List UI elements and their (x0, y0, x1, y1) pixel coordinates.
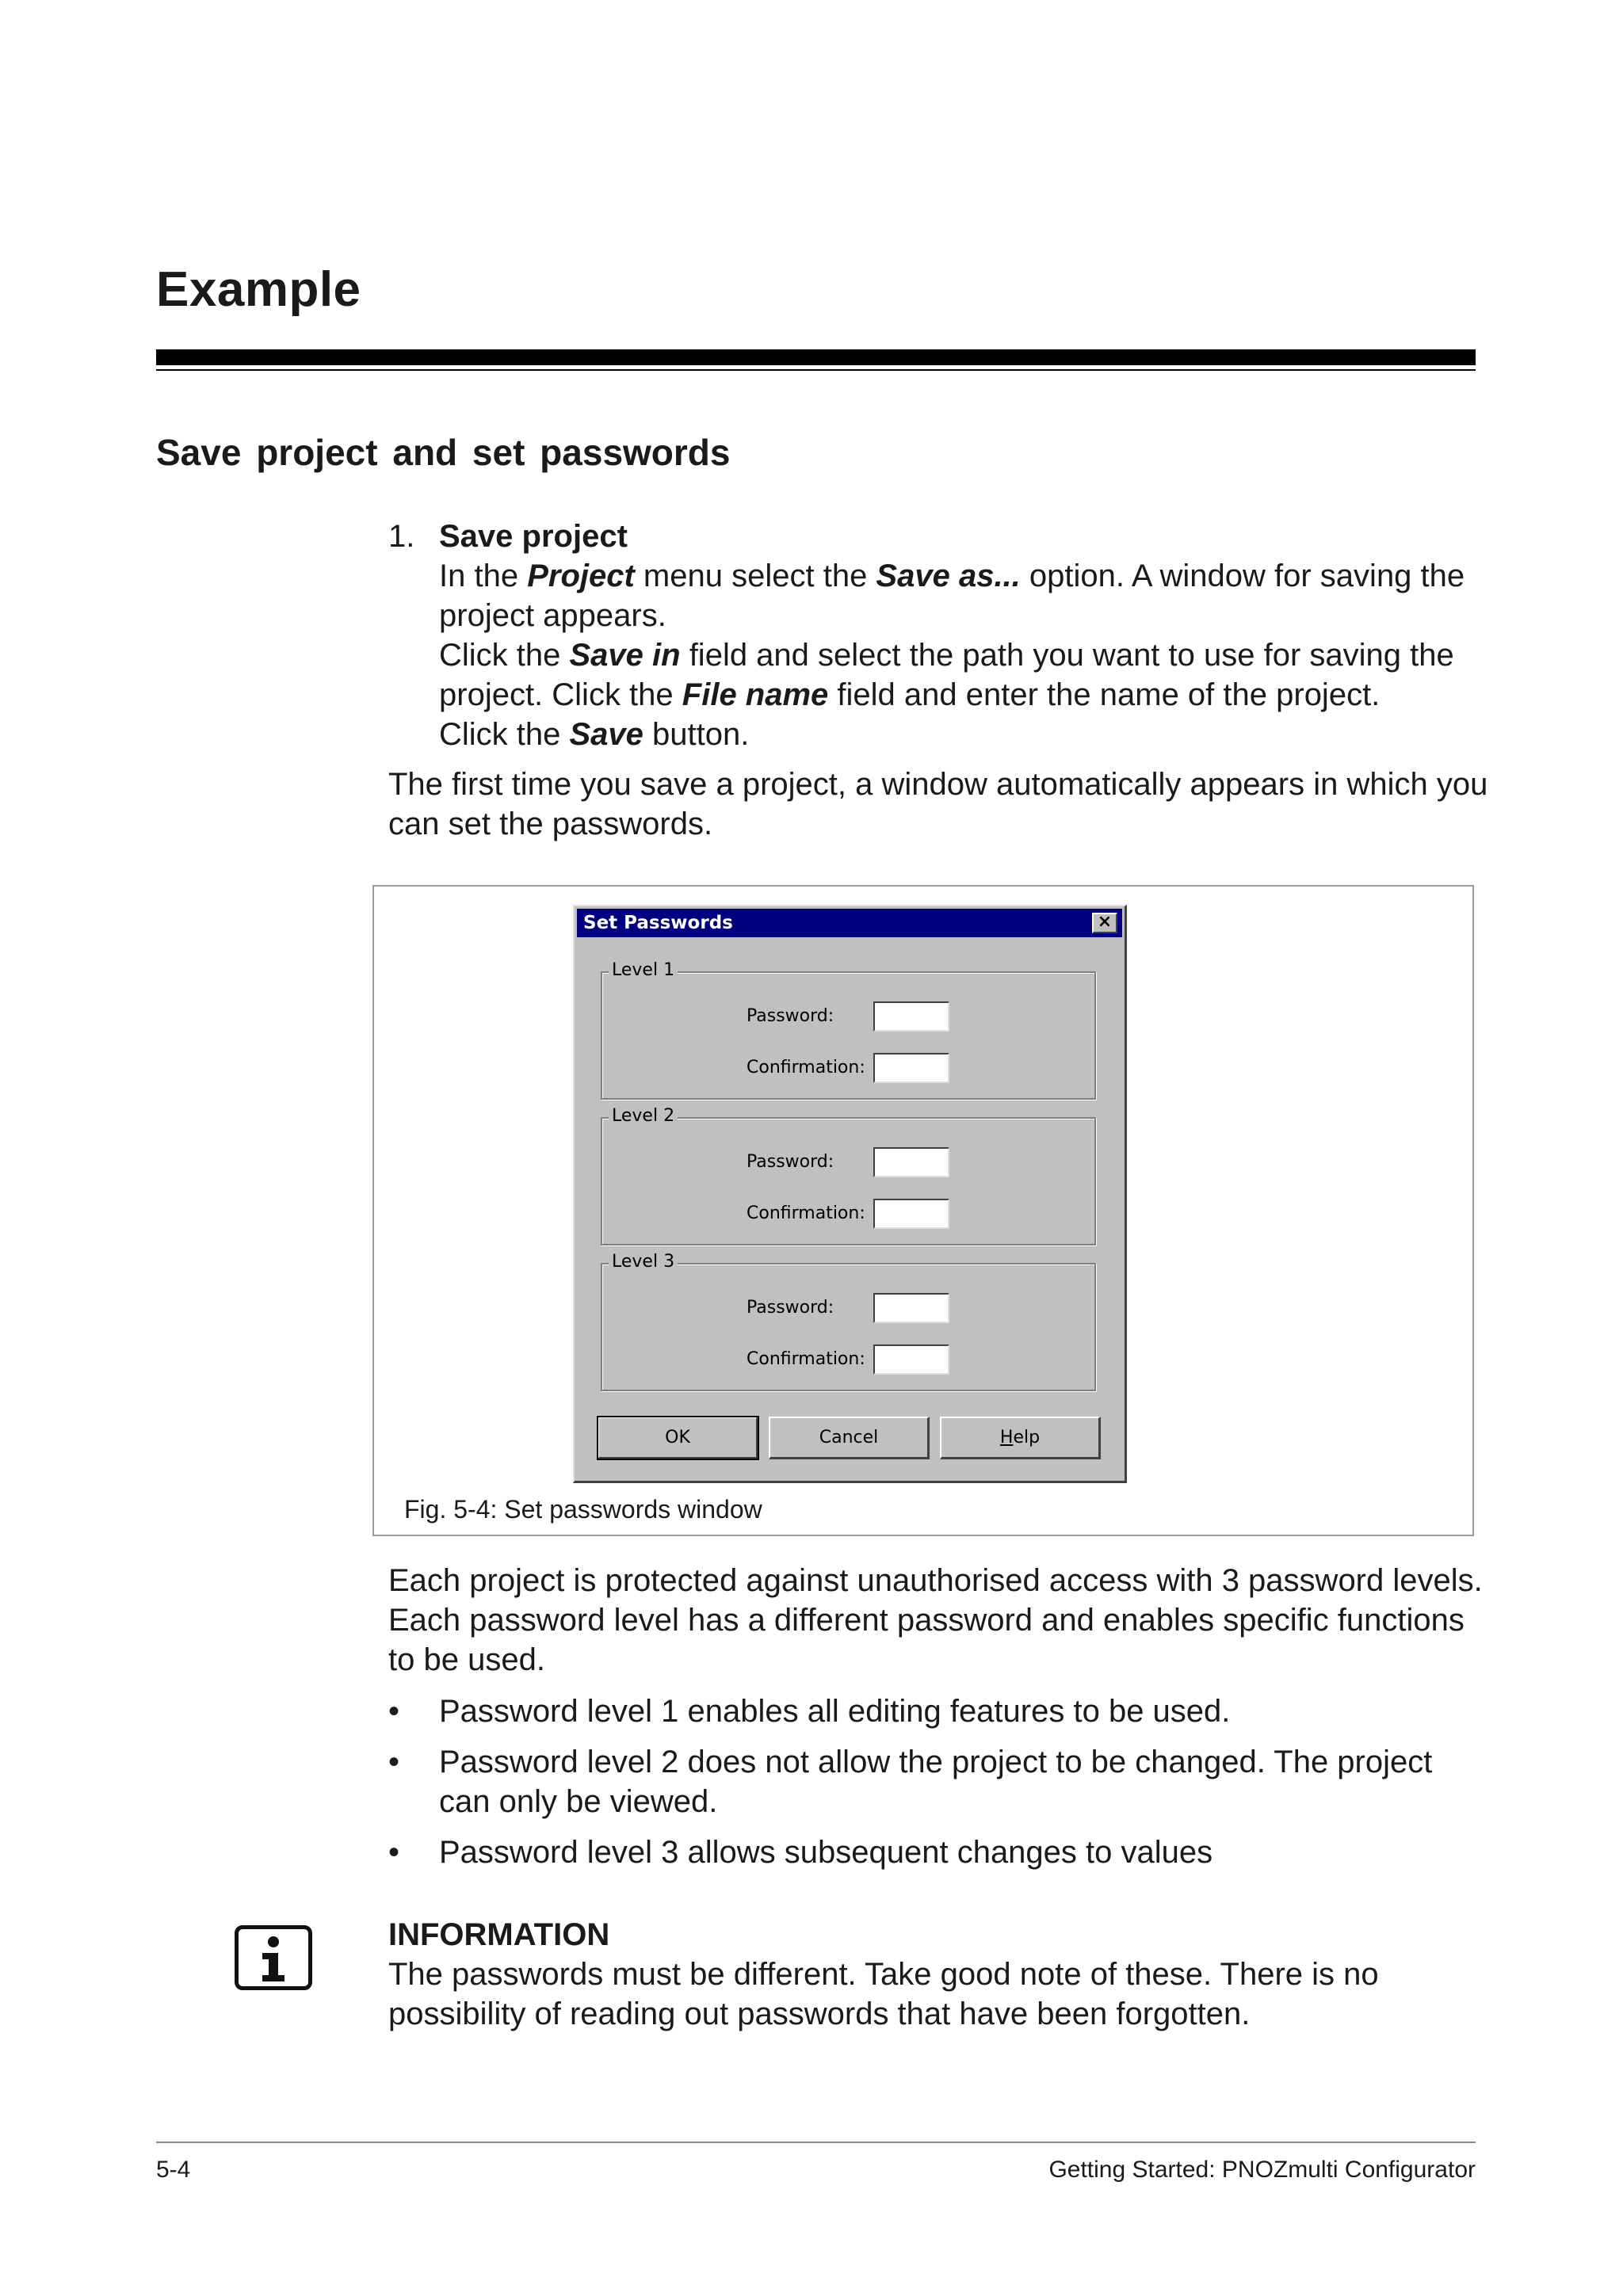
level-1-confirmation-label: Confirmation: (747, 1058, 865, 1077)
step-save-project: Save project In the Project menu select the Save as... option. A window for saving the project appears. Click the Save in field and select the path you want to use for saving the project. Click the File name field and enter the name of the project. Click the Save button. (439, 519, 1465, 752)
save-button-ref: Save (569, 717, 643, 752)
page-number: 5-4 (156, 2157, 191, 2183)
dialog-titlebar[interactable] (577, 909, 1122, 937)
section-title: Save project and set passwords (156, 432, 731, 473)
page-heading: Example (156, 262, 361, 317)
level-1-legend: Level 1 (609, 960, 678, 980)
help-button[interactable]: Help (940, 1417, 1101, 1459)
save-in-ref: Save in (569, 638, 681, 673)
information-heading: INFORMATION (388, 1917, 610, 1952)
bullet-item: Password level 2 does not allow the project to be changed. The project can only be viewed. (439, 1745, 1433, 1819)
information-text: The passwords must be different. Take good note of these. There is no possibility of reading out passwords that have been forgotten. (388, 1957, 1379, 2031)
level-2-password-label: Password: (747, 1152, 834, 1172)
step-number: 1. (388, 519, 415, 554)
bullet-item: Password level 1 enables all editing features to be used. (439, 1694, 1231, 1729)
level-2-group (601, 1106, 1096, 1245)
level-1-group (601, 960, 1096, 1100)
level-3-confirmation-input[interactable] (873, 1344, 949, 1375)
level-2-password-input[interactable] (873, 1147, 949, 1177)
menu-project-ref: Project (527, 559, 635, 593)
footer-rule (156, 2142, 1476, 2143)
level-2-confirmation-input[interactable] (873, 1199, 949, 1229)
dialog-title: Set Passwords (583, 913, 733, 933)
bullet-mark: • (388, 1835, 400, 1870)
bullet-mark: • (388, 1694, 400, 1729)
level-3-legend: Level 3 (609, 1252, 678, 1272)
level-1-confirmation-input[interactable] (873, 1053, 949, 1083)
ok-button[interactable]: OK (598, 1417, 758, 1459)
level-3-group (601, 1252, 1096, 1391)
level-3-password-input[interactable] (873, 1293, 949, 1323)
level-3-password-label: Password: (747, 1298, 834, 1318)
password-levels-paragraph: Each project is protected against unauthorised access with 3 password levels. Each password level has a different password and enables specific functions to be used. (388, 1563, 1483, 1677)
bullet-item: Password level 3 allows subsequent changes to values (439, 1835, 1213, 1870)
set-passwords-dialog (573, 905, 1127, 1483)
level-1-password-label: Password: (747, 1006, 834, 1026)
level-2-confirmation-label: Confirmation: (747, 1203, 865, 1223)
bullet-mark: • (388, 1745, 400, 1779)
footer-title: Getting Started: PNOZmulti Configurator (1048, 2157, 1476, 2183)
close-icon[interactable]: × (1092, 913, 1117, 933)
step-title: Save project (439, 519, 628, 554)
level-2-legend: Level 2 (609, 1106, 678, 1126)
heading-rule-thin (156, 369, 1476, 371)
cancel-button[interactable]: Cancel (769, 1417, 930, 1459)
information-icon (235, 1925, 312, 1990)
level-1-password-input[interactable] (873, 1001, 949, 1032)
file-name-ref: File name (682, 677, 829, 712)
heading-rule-thick (156, 349, 1476, 365)
save-as-ref: Save as... (876, 559, 1021, 593)
level-3-confirmation-label: Confirmation: (747, 1349, 865, 1369)
first-save-paragraph: The first time you save a project, a window automatically appears in which you can set the passwords. (388, 767, 1488, 841)
figure-caption: Fig. 5-4: Set passwords window (404, 1495, 762, 1524)
